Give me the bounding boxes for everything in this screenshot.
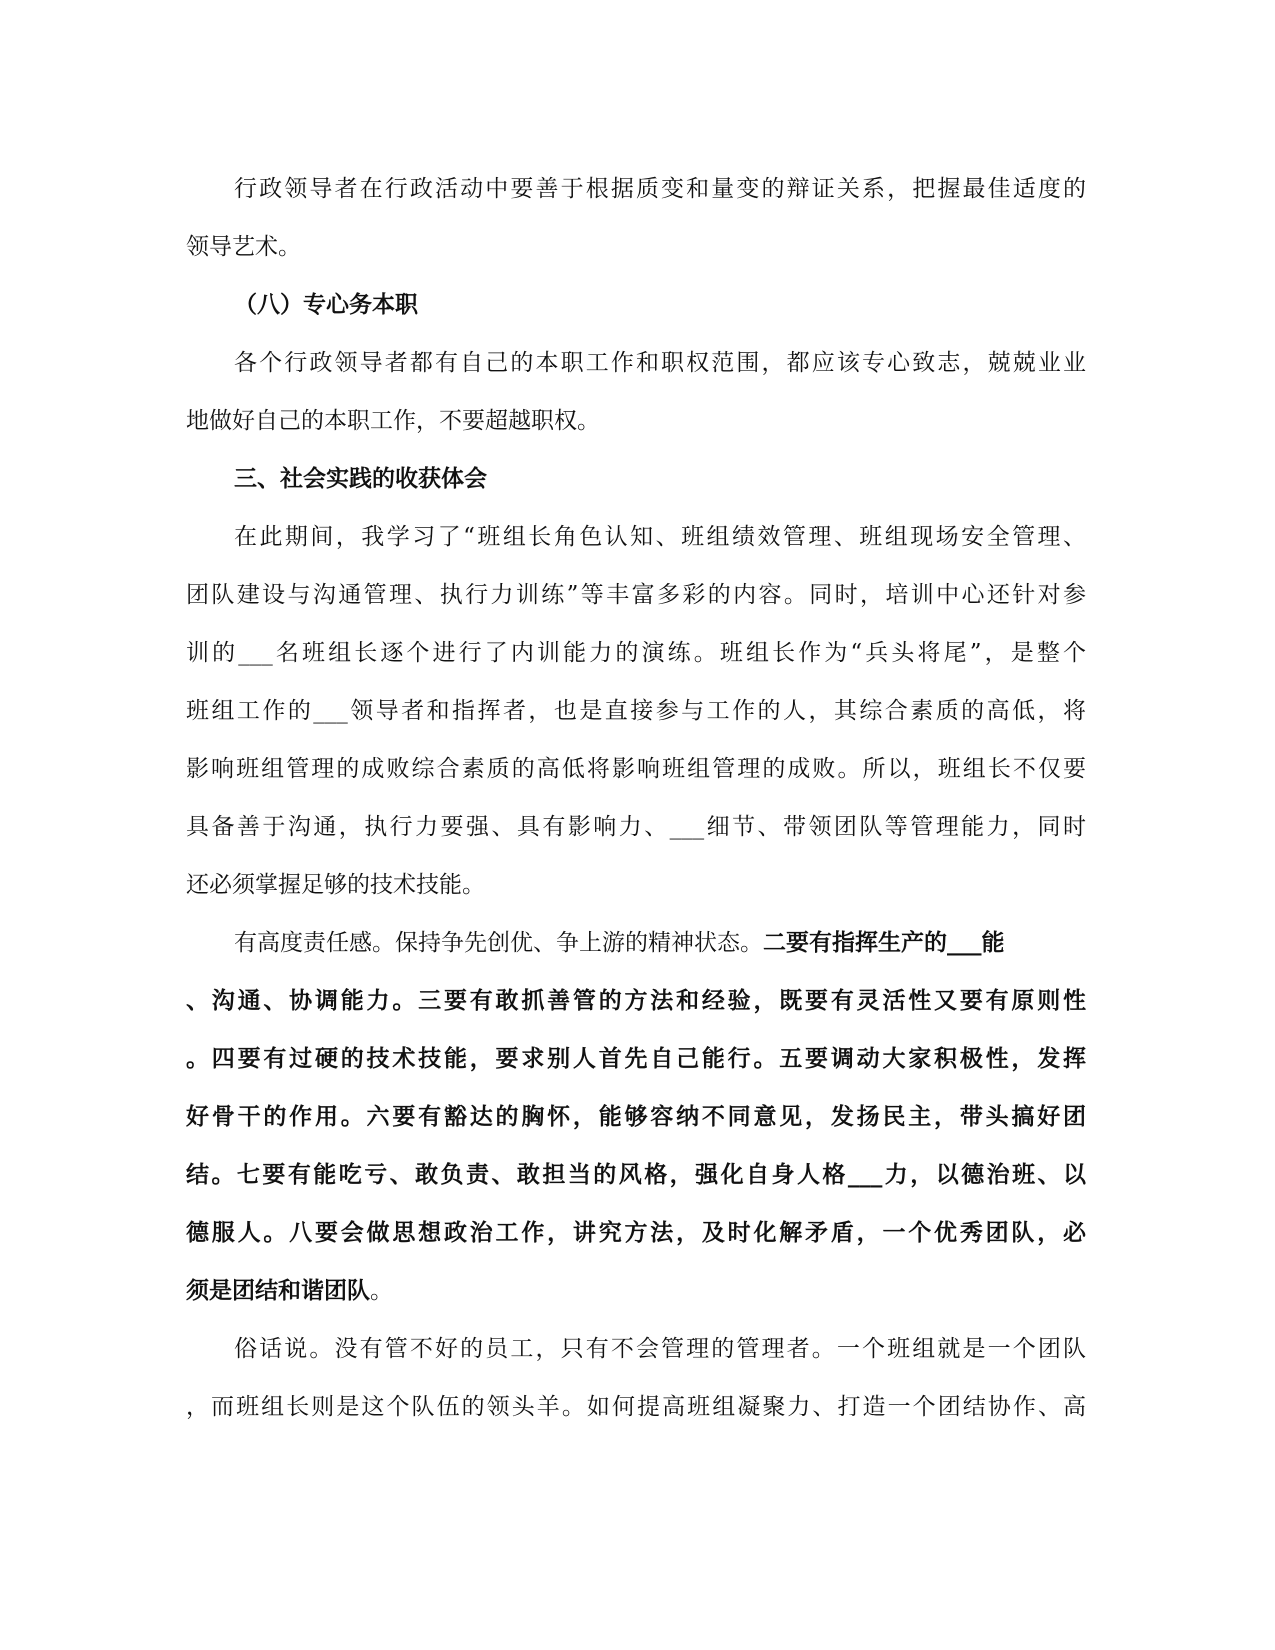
text-line — [186, 218, 1086, 276]
section-heading — [186, 450, 1086, 508]
document-page — [186, 160, 1086, 1436]
text-segment: 在此期间，我学习了“班组长角色认知、班组绩效管理、班组现场安全管理、 — [234, 524, 1086, 550]
text-line — [186, 798, 1086, 856]
text-segment: 德服人。八要会做思想政治工作，讲究方法，及时化解矛盾，一个优秀团队，必 — [186, 1220, 1086, 1246]
text-segment: 班组工作的___领导者和指挥者，也是直接参与工作的人，其综合素质的高低，将 — [186, 698, 1086, 724]
text-segment: 地做好自己的本职工作，不要超越职权。 — [186, 408, 600, 434]
text-segment: 。四要有过硬的技术技能，要求别人首先自己能行。五要调动大家积极性，发挥 — [186, 1046, 1086, 1072]
text-line — [186, 972, 1086, 1030]
text-segment: 还必须掌握足够的技术技能。 — [186, 872, 485, 898]
text-segment: 各个行政领导者都有自己的本职工作和职权范围，都应该专心致志，兢兢业业 — [234, 350, 1086, 376]
text-segment: 好骨干的作用。六要有豁达的胸怀，能够容纳不同意见，发扬民主，带头搞好团 — [186, 1104, 1086, 1130]
text-line — [186, 1204, 1086, 1262]
text-segment: 。 — [370, 1278, 393, 1304]
text-segment: 有高度责任感。保持争先创优、争上游的精神状态。 — [234, 930, 763, 956]
text-line — [186, 1030, 1086, 1088]
text-line — [186, 334, 1086, 392]
text-line — [186, 624, 1086, 682]
text-line — [186, 1146, 1086, 1204]
text-line — [186, 1088, 1086, 1146]
text-line — [186, 392, 1086, 450]
text-segment: 行政领导者在行政活动中要善于根据质变和量变的辩证关系，把握最佳适度的 — [234, 176, 1086, 202]
text-segment: 二要有指挥生产的___能 — [763, 930, 1005, 956]
text-segment: ，而班组长则是这个队伍的领头羊。如何提高班组凝聚力、打造一个团结协作、高 — [186, 1394, 1086, 1420]
text-segment: 、沟通、协调能力。三要有敢抓善管的方法和经验，既要有灵活性又要有原则性 — [186, 988, 1086, 1014]
text-line — [186, 160, 1086, 218]
text-line — [186, 1378, 1086, 1436]
text-segment: 具备善于沟通，执行力要强、具有影响力、___细节、带领团队等管理能力，同时 — [186, 814, 1086, 840]
text-line — [186, 508, 1086, 566]
text-line — [186, 740, 1086, 798]
text-segment: 训的___名班组长逐个进行了内训能力的演练。班组长作为“兵头将尾”，是整个 — [186, 640, 1086, 666]
text-segment: 团队建设与沟通管理、执行力训练”等丰富多彩的内容。同时，培训中心还针对参 — [186, 582, 1086, 608]
text-line — [186, 566, 1086, 624]
text-line — [186, 856, 1086, 914]
section-heading — [186, 276, 1086, 334]
text-segment: 三、社会实践的收获体会 — [234, 466, 487, 492]
text-segment: 领导艺术。 — [186, 234, 301, 260]
text-line — [186, 1262, 1086, 1320]
text-line — [186, 682, 1086, 740]
text-segment: 影响班组管理的成败综合素质的高低将影响班组管理的成败。所以，班组长不仅要 — [186, 756, 1086, 782]
text-line — [186, 1320, 1086, 1378]
text-segment: 俗话说。没有管不好的员工，只有不会管理的管理者。一个班组就是一个团队 — [234, 1336, 1086, 1362]
text-segment: （八）专心务本职 — [234, 292, 418, 318]
text-segment: 须是团结和谐团队 — [186, 1278, 370, 1304]
text-line — [186, 914, 1086, 972]
text-segment: 结。七要有能吃亏、敢负责、敢担当的风格，强化自身人格___力，以德治班、以 — [186, 1162, 1086, 1188]
